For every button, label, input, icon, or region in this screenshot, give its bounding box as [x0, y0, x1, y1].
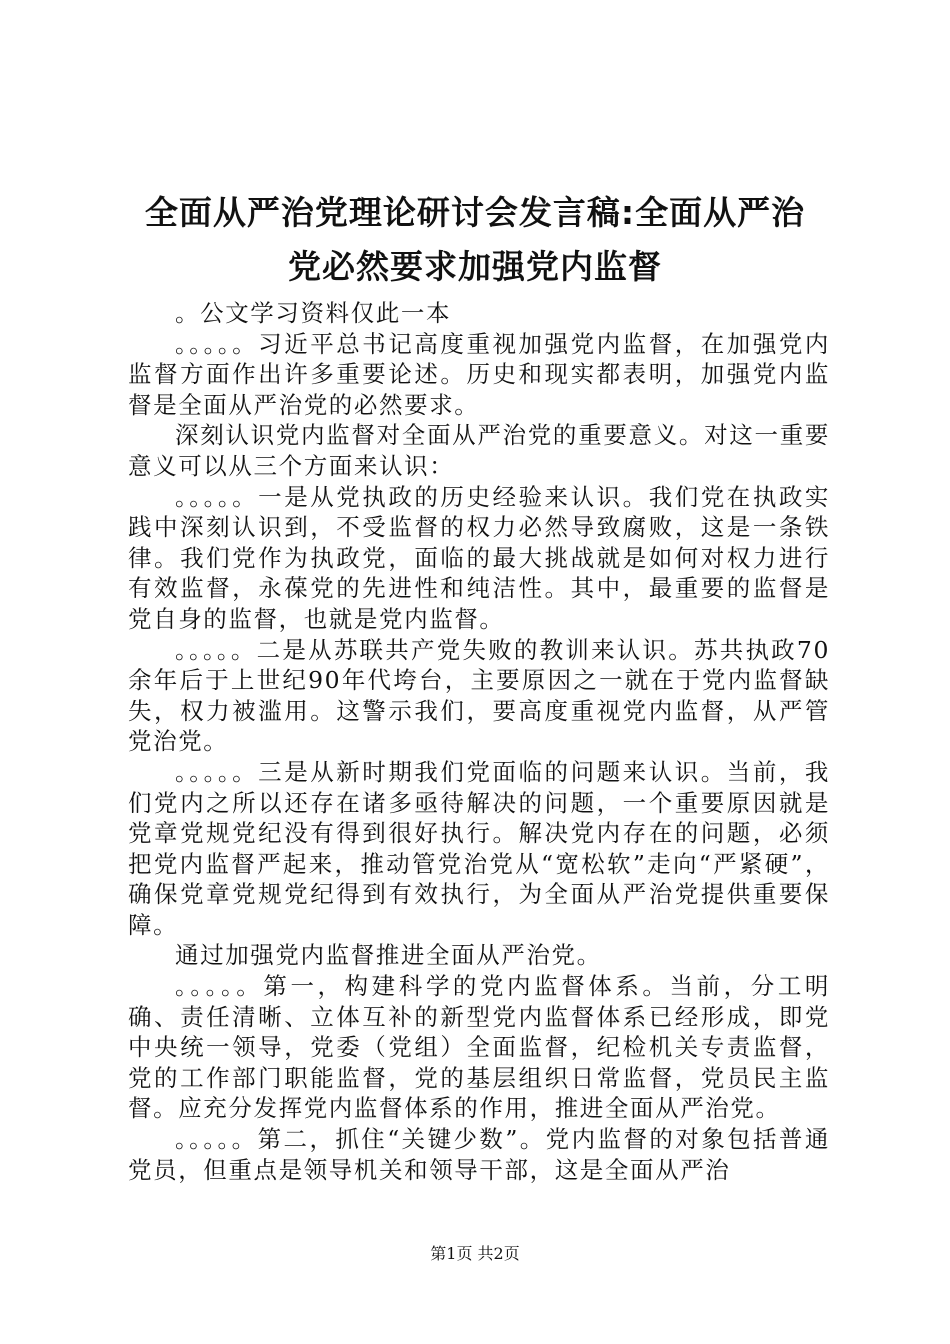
paragraph: 。。。。。三是从新时期我们党面临的问题来认识。当前，我们党内之所以还存在诸多亟待解决的问题，一个重要原因就是党章党规党纪没有得到很好执行。解决党内存在的问题，必须把党内监督严起来，推动管党治党从“宽松软”走向“严紧硬”，确保党章党规党纪得到有效执行，为全面从严治党提供重要保障。 — [128, 757, 830, 939]
paragraph: 。。。。。第一，构建科学的党内监督体系。当前，分工明确、责任清晰、立体互补的新型党内监督体系已经形成，即党中央统一领导，党委（党组）全面监督，纪检机关专责监督，党的工作部门职能监督，党的基层组织日常监督，党员民主监督。应充分发挥党内监督体系的作用，推进全面从严治党。 — [128, 972, 830, 1123]
paragraph: 。公文学习资料仅此一本 — [175, 299, 452, 327]
paragraph: 。。。。。习近平总书记高度重视加强党内监督，在加强党内监督方面作出许多重要论述。历史和现实都表明，加强党内监督是全面从严治党的必然要求。 — [128, 329, 830, 419]
paragraph: 。。。。。第二，抓住“关键少数”。党内监督的对象包括普通党员，但重点是领导机关和领导干部，这是全面从严治 — [128, 1125, 830, 1184]
title-line-1: 全面从严治党理论研讨会发言稿:全面从严治 — [144, 193, 806, 232]
paragraph: 通过加强党内监督推进全面从严治党。 — [175, 941, 602, 970]
paragraph: 。。。。。一是从党执政的历史经验来认识。我们党在执政实践中深刻认识到，不受监督的权力必然导致腐败，这是一条铁律。我们党作为执政党，面临的最大挑战就是如何对权力进行有效监督，永葆党的先进性和纯洁性。其中，最重要的监督是党自身的监督，也就是党内监督。 — [128, 482, 830, 633]
paragraph: 。。。。。二是从苏联共产党失败的教训来认识。苏共执政70余年后于上世纪90年代垮台，主要原因之一就在于党内监督缺失，权力被滥用。这警示我们，要高度重视党内监督，从严管党治党。 — [128, 635, 830, 756]
document-body — [128, 298, 830, 1185]
title-line-2: 党必然要求加强党内监督 — [288, 247, 662, 286]
document-title — [100, 186, 850, 294]
paragraph: 深刻认识党内监督对全面从严治党的重要意义。对这一重要意义可以从三个方面来认识： — [128, 421, 830, 480]
page-footer: 第1页 共2页 — [430, 1244, 520, 1263]
